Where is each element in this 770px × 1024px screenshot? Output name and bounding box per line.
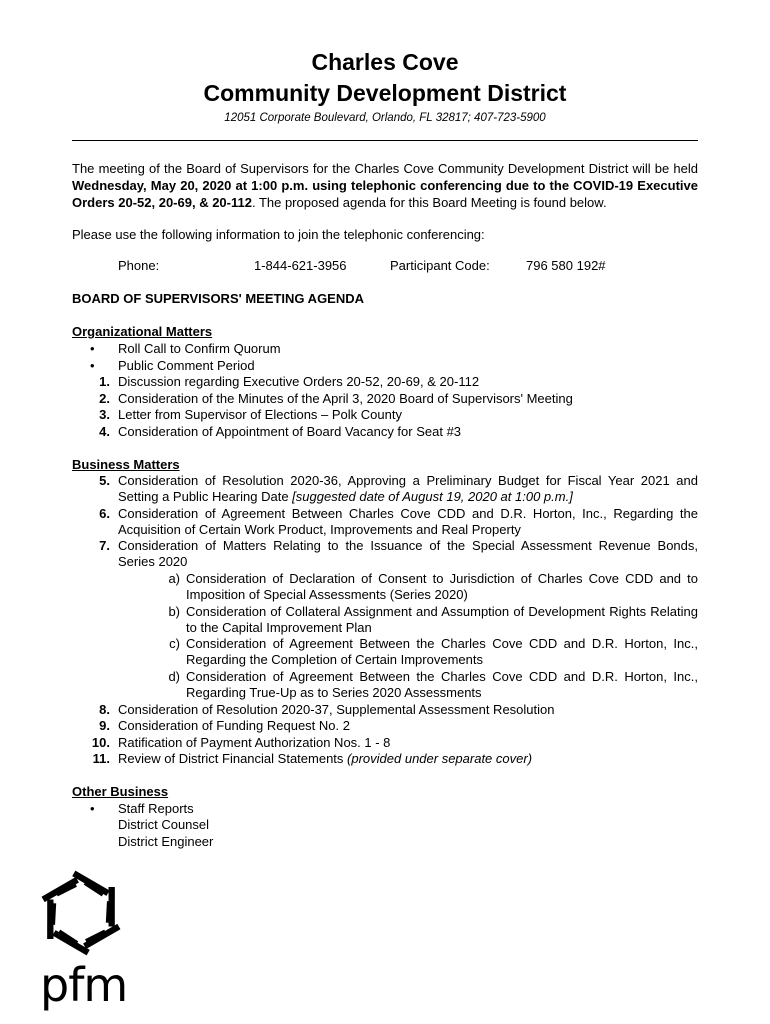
pfm-logo-text: pfm	[40, 958, 128, 1012]
header-divider	[72, 140, 698, 141]
sub-item-mark: a)	[168, 571, 180, 586]
item-number: 11.	[92, 751, 110, 766]
sub-item-mark: d)	[168, 669, 180, 684]
sub-item-mark: b)	[168, 604, 180, 619]
sub-item-text: Consideration of Collateral Assignment and Assumption of Development Rights Relating to the Capital Improvement Plan	[186, 604, 698, 636]
sub-item-text: Consideration of Declaration of Consent to Jurisdiction of Charles Cove CDD and to Imposition of Special Assessments (Series 2020)	[186, 571, 698, 603]
item-number: 9.	[99, 718, 110, 733]
bullet: •	[90, 358, 95, 373]
list-item-text: Consideration of Appointment of Board Vacancy for Seat #3	[118, 424, 462, 439]
bullet: •	[90, 801, 95, 816]
bullet: •	[90, 341, 95, 356]
list-item-text: Roll Call to Confirm Quorum	[118, 341, 281, 356]
intro-text-a: The meeting of the Board of Supervisors for the Charles Cove Community Development District will be held	[72, 161, 698, 176]
list-item-text	[118, 473, 698, 506]
list-item-text: Consideration of Matters Relating to the Issuance of the Special Assessment Revenue Bonds, Series 2020	[118, 538, 698, 570]
agenda-heading: BOARD OF SUPERVISORS' MEETING AGENDA	[72, 291, 365, 306]
intro-text-bold: Wednesday, May 20, 2020 at 1:00 p.m. using telephonic conferencing due to the COVID-19 Executive Orders 20-52, 20-69, & 20-112	[72, 178, 698, 210]
item-text: Consideration of Resolution 2020-36, Approving a Preliminary Budget for Fiscal Year 2021 and Setting a Public Hearing Date	[118, 473, 698, 505]
item-number: 10.	[91, 735, 110, 750]
list-item-text: Consideration of the Minutes of the April 3, 2020 Board of Supervisors' Meeting	[118, 391, 573, 406]
item-number: 2.	[99, 391, 110, 406]
list-item-text: Staff Reports	[118, 801, 194, 816]
item-text: Review of District Financial Statements	[118, 751, 348, 766]
pfm-logo-icon	[36, 868, 126, 958]
item-number: 1.	[99, 374, 110, 389]
intro-text-b: . The proposed agenda for this Board Meeting is found below.	[251, 195, 607, 210]
item-note: [suggested date of August 19, 2020 at 1:00 p.m.]	[292, 489, 573, 505]
item-note: (provided under separate cover)	[347, 751, 533, 766]
intro-paragraph	[72, 160, 698, 211]
phone-number: 1-844-621-3956	[254, 258, 347, 273]
sub-item-text: Consideration of Agreement Between the Charles Cove CDD and D.R. Horton, Inc., Regarding the Completion of Certain Improvements	[186, 636, 698, 668]
item-number: 3.	[99, 407, 110, 422]
list-item-text	[118, 751, 698, 767]
list-item-text: Ratification of Payment Authorization Nos. 1 - 8	[118, 735, 391, 750]
participant-code: 796 580 192#	[526, 258, 606, 273]
district-subtitle: Community Development District	[203, 80, 567, 106]
list-item-text: Discussion regarding Executive Orders 20-52, 20-69, & 20-112	[118, 374, 480, 389]
participant-code-label: Participant Code:	[390, 258, 490, 273]
join-instructions: Please use the following information to join the telephonic conferencing:	[72, 227, 485, 242]
phone-label: Phone:	[118, 258, 160, 273]
list-item-text: District Counsel	[118, 817, 210, 832]
district-name: Charles Cove	[311, 49, 459, 75]
district-address: 12051 Corporate Boulevard, Orlando, FL 32817; 407-723-5900	[224, 112, 546, 124]
item-number: 8.	[99, 702, 110, 717]
list-item-text: Consideration of Funding Request No. 2	[118, 718, 350, 733]
list-item-text: Letter from Supervisor of Elections – Polk County	[118, 407, 402, 422]
list-item-text: Consideration of Resolution 2020-37, Supplemental Assessment Resolution	[118, 702, 555, 717]
organizational-heading: Organizational Matters	[72, 324, 213, 339]
other-business-heading: Other Business	[72, 784, 169, 799]
list-item-text: District Engineer	[118, 834, 214, 849]
sub-item-text: Consideration of Agreement Between the Charles Cove CDD and D.R. Horton, Inc., Regarding True-Up as to Series 2020 Assessments	[186, 669, 698, 701]
list-item-text: Public Comment Period	[118, 358, 255, 373]
item-number: 7.	[99, 538, 110, 553]
business-heading: Business Matters	[72, 457, 180, 472]
item-number: 6.	[99, 506, 110, 521]
item-number: 4.	[99, 424, 110, 439]
list-item-text: Consideration of Agreement Between Charles Cove CDD and D.R. Horton, Inc., Regarding the Acquisition of Certain Work Product, Improvements and Real Property	[118, 506, 698, 538]
sub-item-mark: c)	[169, 636, 180, 651]
item-number: 5.	[99, 473, 110, 488]
